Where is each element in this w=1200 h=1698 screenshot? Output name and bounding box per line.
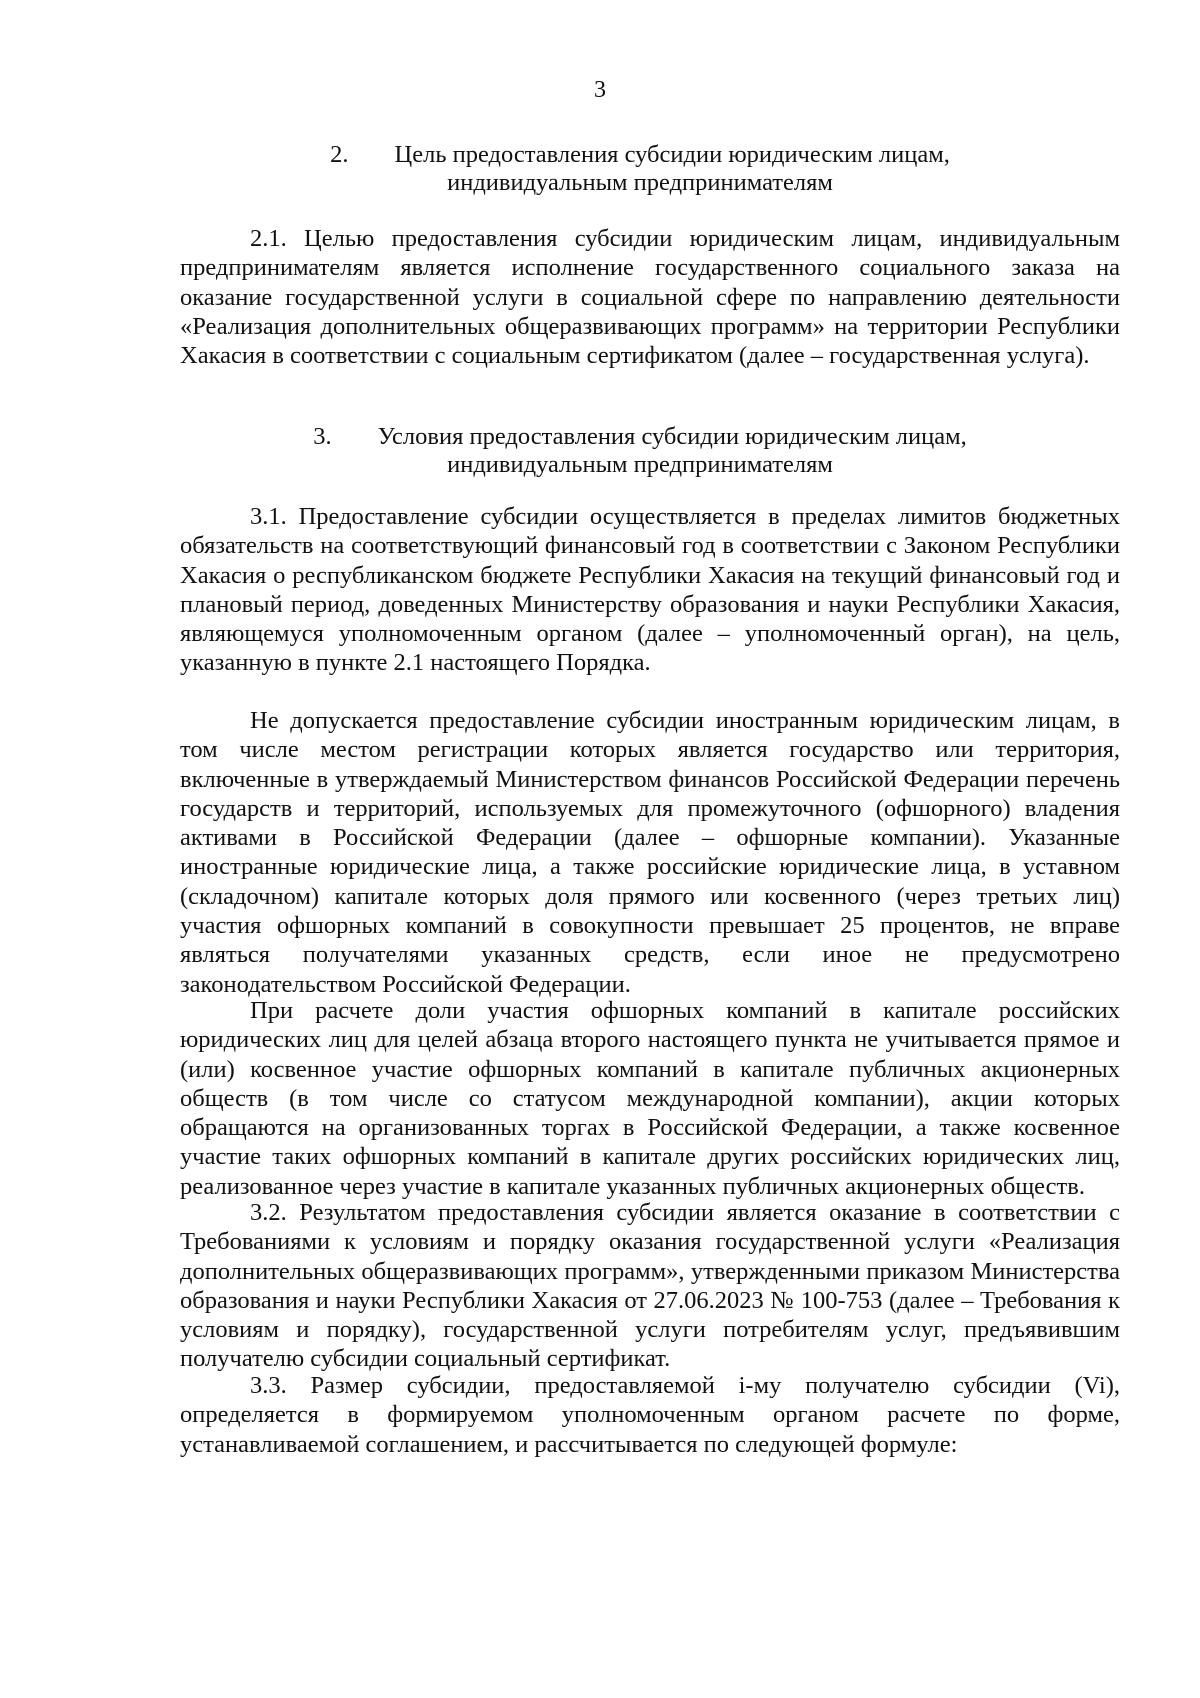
section-2-title-line1: 2. Цель предоставления субсидии юридическим лицам, (330, 141, 950, 168)
paragraph-2-1: 2.1. Целью предоставления субсидии юридическим лицам, индивидуальным предпринимателям является исполнение государственного социального заказа на оказание государственной услуги в социальной сфере по направлению деятельности «Реализация дополнительных общеразвивающих программ» на территории Республики Хакасия в соответствии с социальным сертификатом (далее – государственная услуга). (180, 225, 1120, 370)
paragraph-3-1-calculation: При расчете доли участия офшорных компаний в капитале российских юридических лиц для целей абзаца второго настоящего пункта не учитывается прямое и (или) косвенное участие офшорных компаний в капитале публичных акционерных обществ (в том числе со статусом международной компании), акции которых обращаются на организованных торгах в Российской Федерации, а также косвенное участие таких офшорных компаний в капитале других российских юридических лиц, реализованное через участие в капитале указанных публичных акционерных обществ. (180, 997, 1120, 1200)
section-3-number: 3. (313, 423, 332, 450)
paragraph-3-3: 3.3. Размер субсидии, предоставляемой i-му получателю субсидии (Vi), определяется в формируемом уполномоченным органом расчете по форме, устанавливаемой соглашением, и рассчитывается по следующей формуле: (180, 1372, 1120, 1458)
section-2-title-line2: индивидуальным предпринимателям (447, 169, 833, 196)
section-3-title-line2: индивидуальным предпринимателям (447, 451, 833, 478)
section-2-number: 2. (330, 141, 349, 168)
section-2-heading (170, 141, 1110, 197)
paragraph-3-2: 3.2. Результатом предоставления субсидии является оказание в соответствии с Требованиями к условиям и порядку оказания государственной услуги «Реализация дополнительных общеразвивающих программ», утвержденными приказом Министерства образования и науки Республики Хакасия от 27.06.2023 № 100-753 (далее – Требования к условиям и порядку), государственной услуги потребителям услуг, предъявившим получателю субсидии социальный сертификат. (180, 1199, 1120, 1373)
section-3-heading (170, 423, 1110, 479)
paragraph-3-1: 3.1. Предоставление субсидии осуществляется в пределах лимитов бюджетных обязательств на соответствующий финансовый год в соответствии с Законом Республики Хакасия о республиканском бюджете Республики Хакасия на текущий финансовый год и плановый период, доведенных Министерству образования и науки Республики Хакасия, являющемуся уполномоченным органом (далее – уполномоченный орган), на цель, указанную в пункте 2.1 настоящего Порядка. (180, 503, 1120, 677)
paragraph-3-1-offshore: Не допускается предоставление субсидии иностранным юридическим лицам, в том числе местом регистрации которых является государство или территория, включенные в утверждаемый Министерством финансов Российской Федерации перечень государств и территорий, используемых для промежуточного (офшорного) владения активами в Российской Федерации (далее – офшорные компании). Указанные иностранные юридические лица, а также российские юридические лица, в уставном (складочном) капитале которых доля прямого или косвенного (через третьих лиц) участия офшорных компаний в совокупности превышает 25 процентов, не вправе являться получателями указанных средств, если иное не предусмотрено законодательством Российской Федерации. (180, 707, 1120, 998)
page-number: 3 (594, 77, 606, 103)
section-3-title-line1: 3. Условия предоставления субсидии юридическим лицам, (313, 423, 967, 450)
